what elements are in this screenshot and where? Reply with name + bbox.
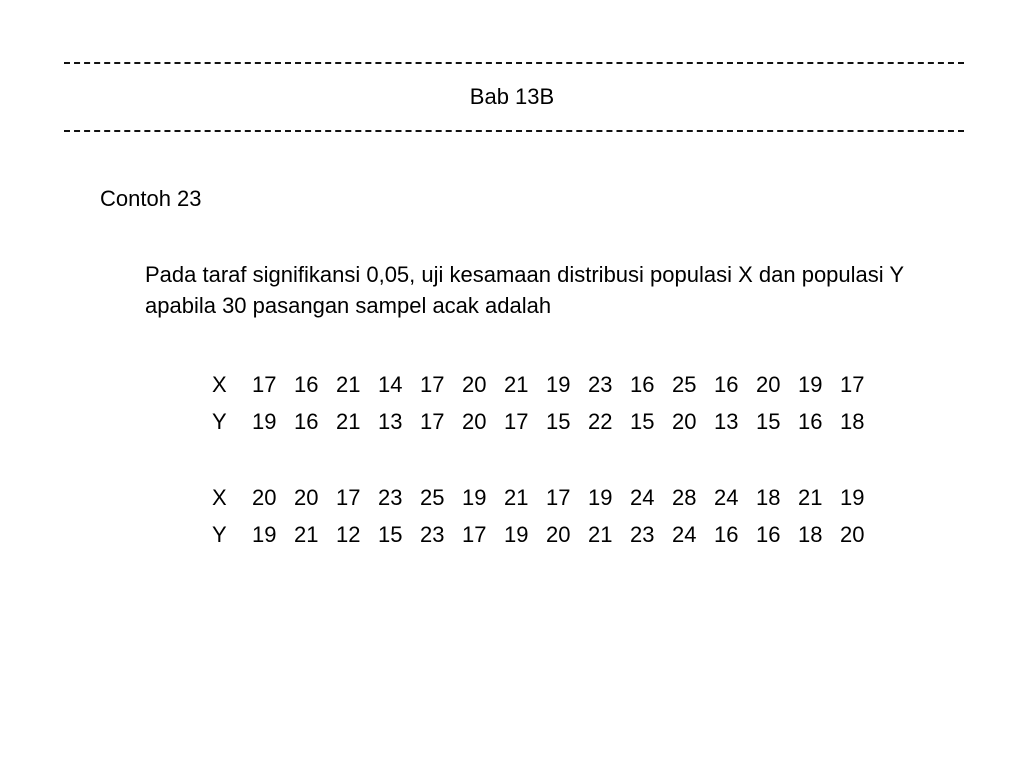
data-value: 13 — [378, 408, 403, 434]
data-value: 17 — [336, 484, 361, 510]
data-value: 24 — [672, 521, 697, 547]
data-value: 16 — [294, 408, 319, 434]
data-row-y — [212, 516, 882, 553]
data-value: 16 — [294, 371, 319, 397]
data-block-1 — [212, 366, 882, 440]
data-value: 19 — [504, 521, 529, 547]
data-value: 16 — [714, 521, 739, 547]
data-value: 20 — [840, 521, 865, 547]
data-value: 20 — [756, 371, 781, 397]
data-value: 21 — [798, 484, 823, 510]
data-value: 23 — [630, 521, 655, 547]
data-value: 19 — [252, 408, 277, 434]
data-value: 15 — [630, 408, 655, 434]
data-value: 18 — [798, 521, 823, 547]
data-value: 18 — [756, 484, 781, 510]
data-value: 20 — [294, 484, 319, 510]
data-value: 19 — [462, 484, 487, 510]
data-value: 25 — [420, 484, 445, 510]
data-value: 20 — [462, 408, 487, 434]
data-value: 16 — [798, 408, 823, 434]
data-row-x — [212, 479, 882, 516]
data-value: 20 — [672, 408, 697, 434]
data-value: 15 — [756, 408, 781, 434]
data-value: 19 — [840, 484, 865, 510]
top-dashed-divider — [64, 62, 964, 64]
bottom-dashed-divider — [64, 130, 964, 132]
data-value: 17 — [420, 371, 445, 397]
data-value: 21 — [294, 521, 319, 547]
data-value: 16 — [714, 371, 739, 397]
data-value: 23 — [378, 484, 403, 510]
data-value: 19 — [252, 521, 277, 547]
data-value: 21 — [336, 408, 361, 434]
data-value: 17 — [504, 408, 529, 434]
data-value: 21 — [504, 484, 529, 510]
data-block-2 — [212, 479, 882, 553]
row-label: X — [212, 484, 227, 510]
data-value: 21 — [336, 371, 361, 397]
data-value: 20 — [462, 371, 487, 397]
data-value: 19 — [588, 484, 613, 510]
data-value: 17 — [252, 371, 277, 397]
data-value: 23 — [588, 371, 613, 397]
data-value: 16 — [756, 521, 781, 547]
data-value: 24 — [630, 484, 655, 510]
data-value: 20 — [252, 484, 277, 510]
data-value: 15 — [546, 408, 571, 434]
data-value: 15 — [378, 521, 403, 547]
row-label: X — [212, 371, 227, 397]
data-value: 25 — [672, 371, 697, 397]
problem-statement: Pada taraf signifikansi 0,05, uji kesamaan distribusi populasi X dan populasi Y apabila 30 pasangan sampel acak adalah — [145, 262, 904, 318]
data-value: 16 — [630, 371, 655, 397]
data-value: 28 — [672, 484, 697, 510]
data-value: 21 — [588, 521, 613, 547]
row-values — [252, 372, 882, 398]
data-value: 23 — [420, 521, 445, 547]
data-value: 19 — [798, 371, 823, 397]
data-value: 19 — [546, 371, 571, 397]
data-value: 22 — [588, 408, 613, 434]
data-value: 17 — [840, 371, 865, 397]
data-value: 18 — [840, 408, 865, 434]
data-value: 14 — [378, 371, 403, 397]
row-label: Y — [212, 521, 227, 547]
example-title: Contoh 23 — [100, 186, 202, 211]
data-value: 24 — [714, 484, 739, 510]
data-row-x — [212, 366, 882, 403]
data-value: 21 — [504, 371, 529, 397]
data-value: 17 — [462, 521, 487, 547]
row-label: Y — [212, 408, 227, 434]
data-value: 12 — [336, 521, 361, 547]
row-values — [252, 485, 882, 511]
data-value: 13 — [714, 408, 739, 434]
data-value: 17 — [420, 408, 445, 434]
chapter-title: Bab 13B — [469, 84, 555, 109]
row-values — [252, 409, 882, 435]
data-value: 17 — [546, 484, 571, 510]
row-values — [252, 522, 882, 548]
data-row-y — [212, 403, 882, 440]
data-value: 20 — [546, 521, 571, 547]
